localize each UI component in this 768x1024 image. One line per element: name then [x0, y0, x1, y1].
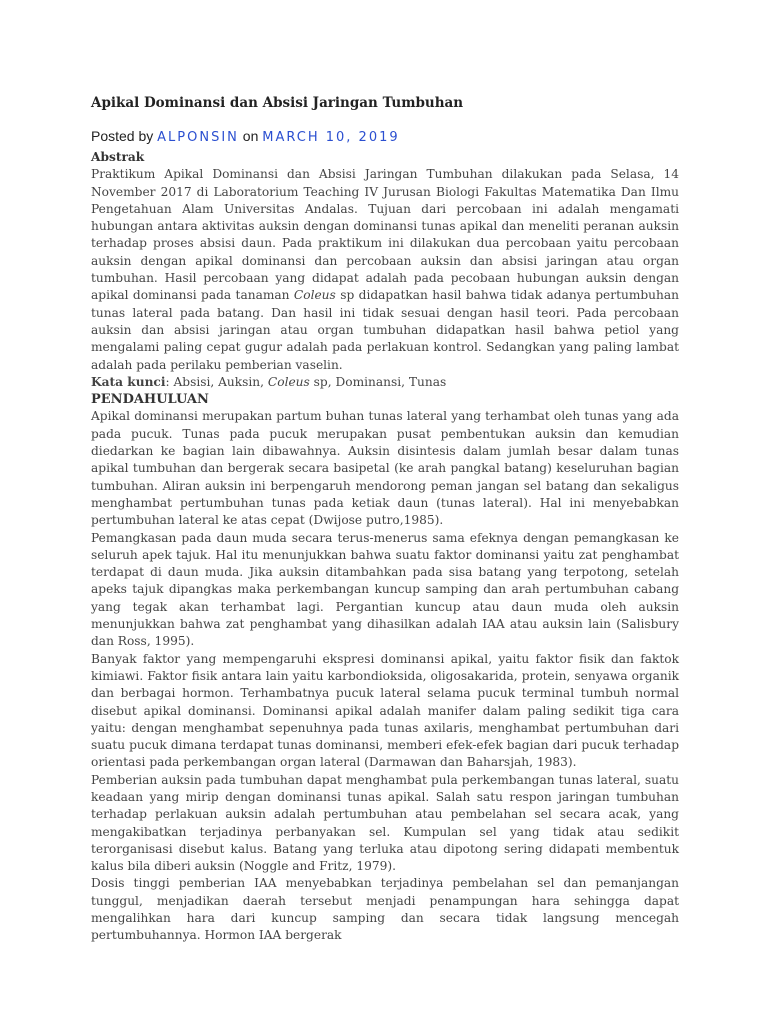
keywords [91, 374, 679, 391]
keywords-text-1: : Absisi, Auksin, [165, 374, 268, 389]
abstract-paragraph [91, 166, 679, 374]
abstract-text-2: sp didapatkan hasil bahwa tidak adanya pertumbuhan tunas lateral pada batang. Dan hasil ini tidak sesuai dengan hasil teori. Pada percobaan auksin dan absisi jaringan atau organ tumbuhan didapatkan hasil bahwa petiol yang mengalami paling cepat gugur adalah pada perlakuan kontrol. Sedangkan yang paling lambat adalah pada perilaku pemberian vaselin. [91, 288, 679, 372]
post-meta [91, 128, 400, 145]
article-body [91, 149, 679, 945]
species-name: Coleus [293, 288, 336, 303]
intro-paragraph-1: Apikal dominansi merupakan partum buhan tunas lateral yang terhambat oleh tunas yang ada pada pucuk. Tunas pada pucuk merupakan pusat pembentukan auksin dan kemudian diedarkan ke bagian lain dibawahnya. Auksin disintesis dalam jumlah besar dalam tunas apikal tumbuhan dan bergerak secara basipetal (ke arah pangkal batang) keseluruhan bagian tumbuhan. Aliran auksin ini berpengaruh mendorong peman jangan sel batang dan sekaligus menghambat pertumbuhan tunas pada ketiak daun (tunas lateral). Hal ini menyebabkan pertumbuhan lateral ke atas cepat (Dwijose putro,1985). [91, 409, 679, 528]
keywords-label: Kata kunci [91, 374, 166, 389]
keywords-species: Coleus [267, 374, 310, 389]
intro-paragraph-2: Pemangkasan pada daun muda secara terus-menerus sama efeknya dengan pemangkasan ke seluruh apek tajuk. Hal itu menunjukkan bahwa suatu faktor dominansi yaitu zat penghambat terdapat di daun muda. Jika auksin ditambahkan pada sisa batang yang terpotong, setelah apeks tajuk dipangkas maka perkembangan kuncup samping dan arah pertumbuhan cabang yang tegak akan terhambat lagi. Pergantian kuncup atau daun muda oleh auksin menunjukkan bahwa zat penghambat yang dihasilkan adalah IAA atau auksin lain (Salisbury dan Ross, 1995). [91, 530, 679, 649]
abstract-text-1: Praktikum Apikal Dominansi dan Absisi Jaringan Tumbuhan dilakukan pada Selasa, 14 November 2017 di Laboratorium Teaching IV Jurusan Biologi Fakultas Matematika Dan Ilmu Pengetahuan Alam Universitas Andalas. Tujuan dari percobaan ini adalah mengamati hubungan antara aktivitas auksin dengan dominansi tunas apikal dan meneliti peranan auksin terhadap proses absisi daun. Pada praktikum ini dilakukan dua percobaan yaitu percobaan auksin dengan apikal dominansi dan percobaan auksin dan absisi jaringan atau organ tumbuhan. Hasil percobaan yang didapat adalah pada pecobaan hubungan auksin dengan apikal dominansi pada tanaman [91, 167, 679, 303]
keywords-text-2: sp, Dominansi, Tunas [309, 374, 447, 389]
author-link[interactable]: ALPONSIN [157, 130, 239, 145]
posted-by-label: Posted by [91, 128, 154, 144]
abstract-heading: Abstrak [91, 150, 145, 164]
date-link[interactable]: MARCH 10, 2019 [262, 130, 400, 145]
intro-paragraph-3: Banyak faktor yang mempengaruhi ekspresi dominansi apikal, yaitu faktor fisik dan faktok kimiawi. Faktor fisik antara lain yaitu karbondioksida, oligosakarida, protein, senyawa organik dan berbagai hormon. Terhambatnya pucuk lateral selama pucuk terminal tumbuh normal disebut apikal dominansi. Dominansi apikal adalah manifer dalam paling sedikit tiga cara yaitu: dengan menghambat sepenuhnya pada tunas axilaris, menghambat pertumbuhan dari suatu pucuk dimana terdapat tunas dominansi, memberi efek-efek bagian dari pucuk terhadap orientasi pada perkembangan organ lateral (Darmawan dan Baharsjah, 1983). [91, 651, 679, 770]
intro-heading: PENDAHULUAN [91, 392, 209, 408]
article-title: Apikal Dominansi dan Absisi Jaringan Tumbuhan [91, 95, 464, 111]
intro-paragraph-5: Dosis tinggi pemberian IAA menyebabkan terjadinya pembelahan sel dan pemanjangan tunggul, menjadikan daerah tersebut menjadi penampungan hara sehingga dapat mengalihkan hara dari kuncup samping dan secara tidak langsung mencegah pertumbuhannya. Hormon IAA bergerak [91, 876, 679, 943]
intro-paragraph-4: Pemberian auksin pada tumbuhan dapat menghambat pula perkembangan tunas lateral, suatu keadaan yang mirip dengan dominansi tunas apikal. Salah satu respon jaringan tumbuhan terhadap perlakuan auksin adalah pertumbuhan atau pembelahan sel secara acak, yang mengakibatkan terjadinya perbanyakan sel. Kumpulan sel yang tidak atau sedikit terorganisasi disebut kalus. Batang yang terluka atau dipotong sering didapati membentuk kalus bila diberi auksin (Noggle and Fritz, 1979). [91, 772, 679, 874]
on-label: on [242, 128, 259, 144]
